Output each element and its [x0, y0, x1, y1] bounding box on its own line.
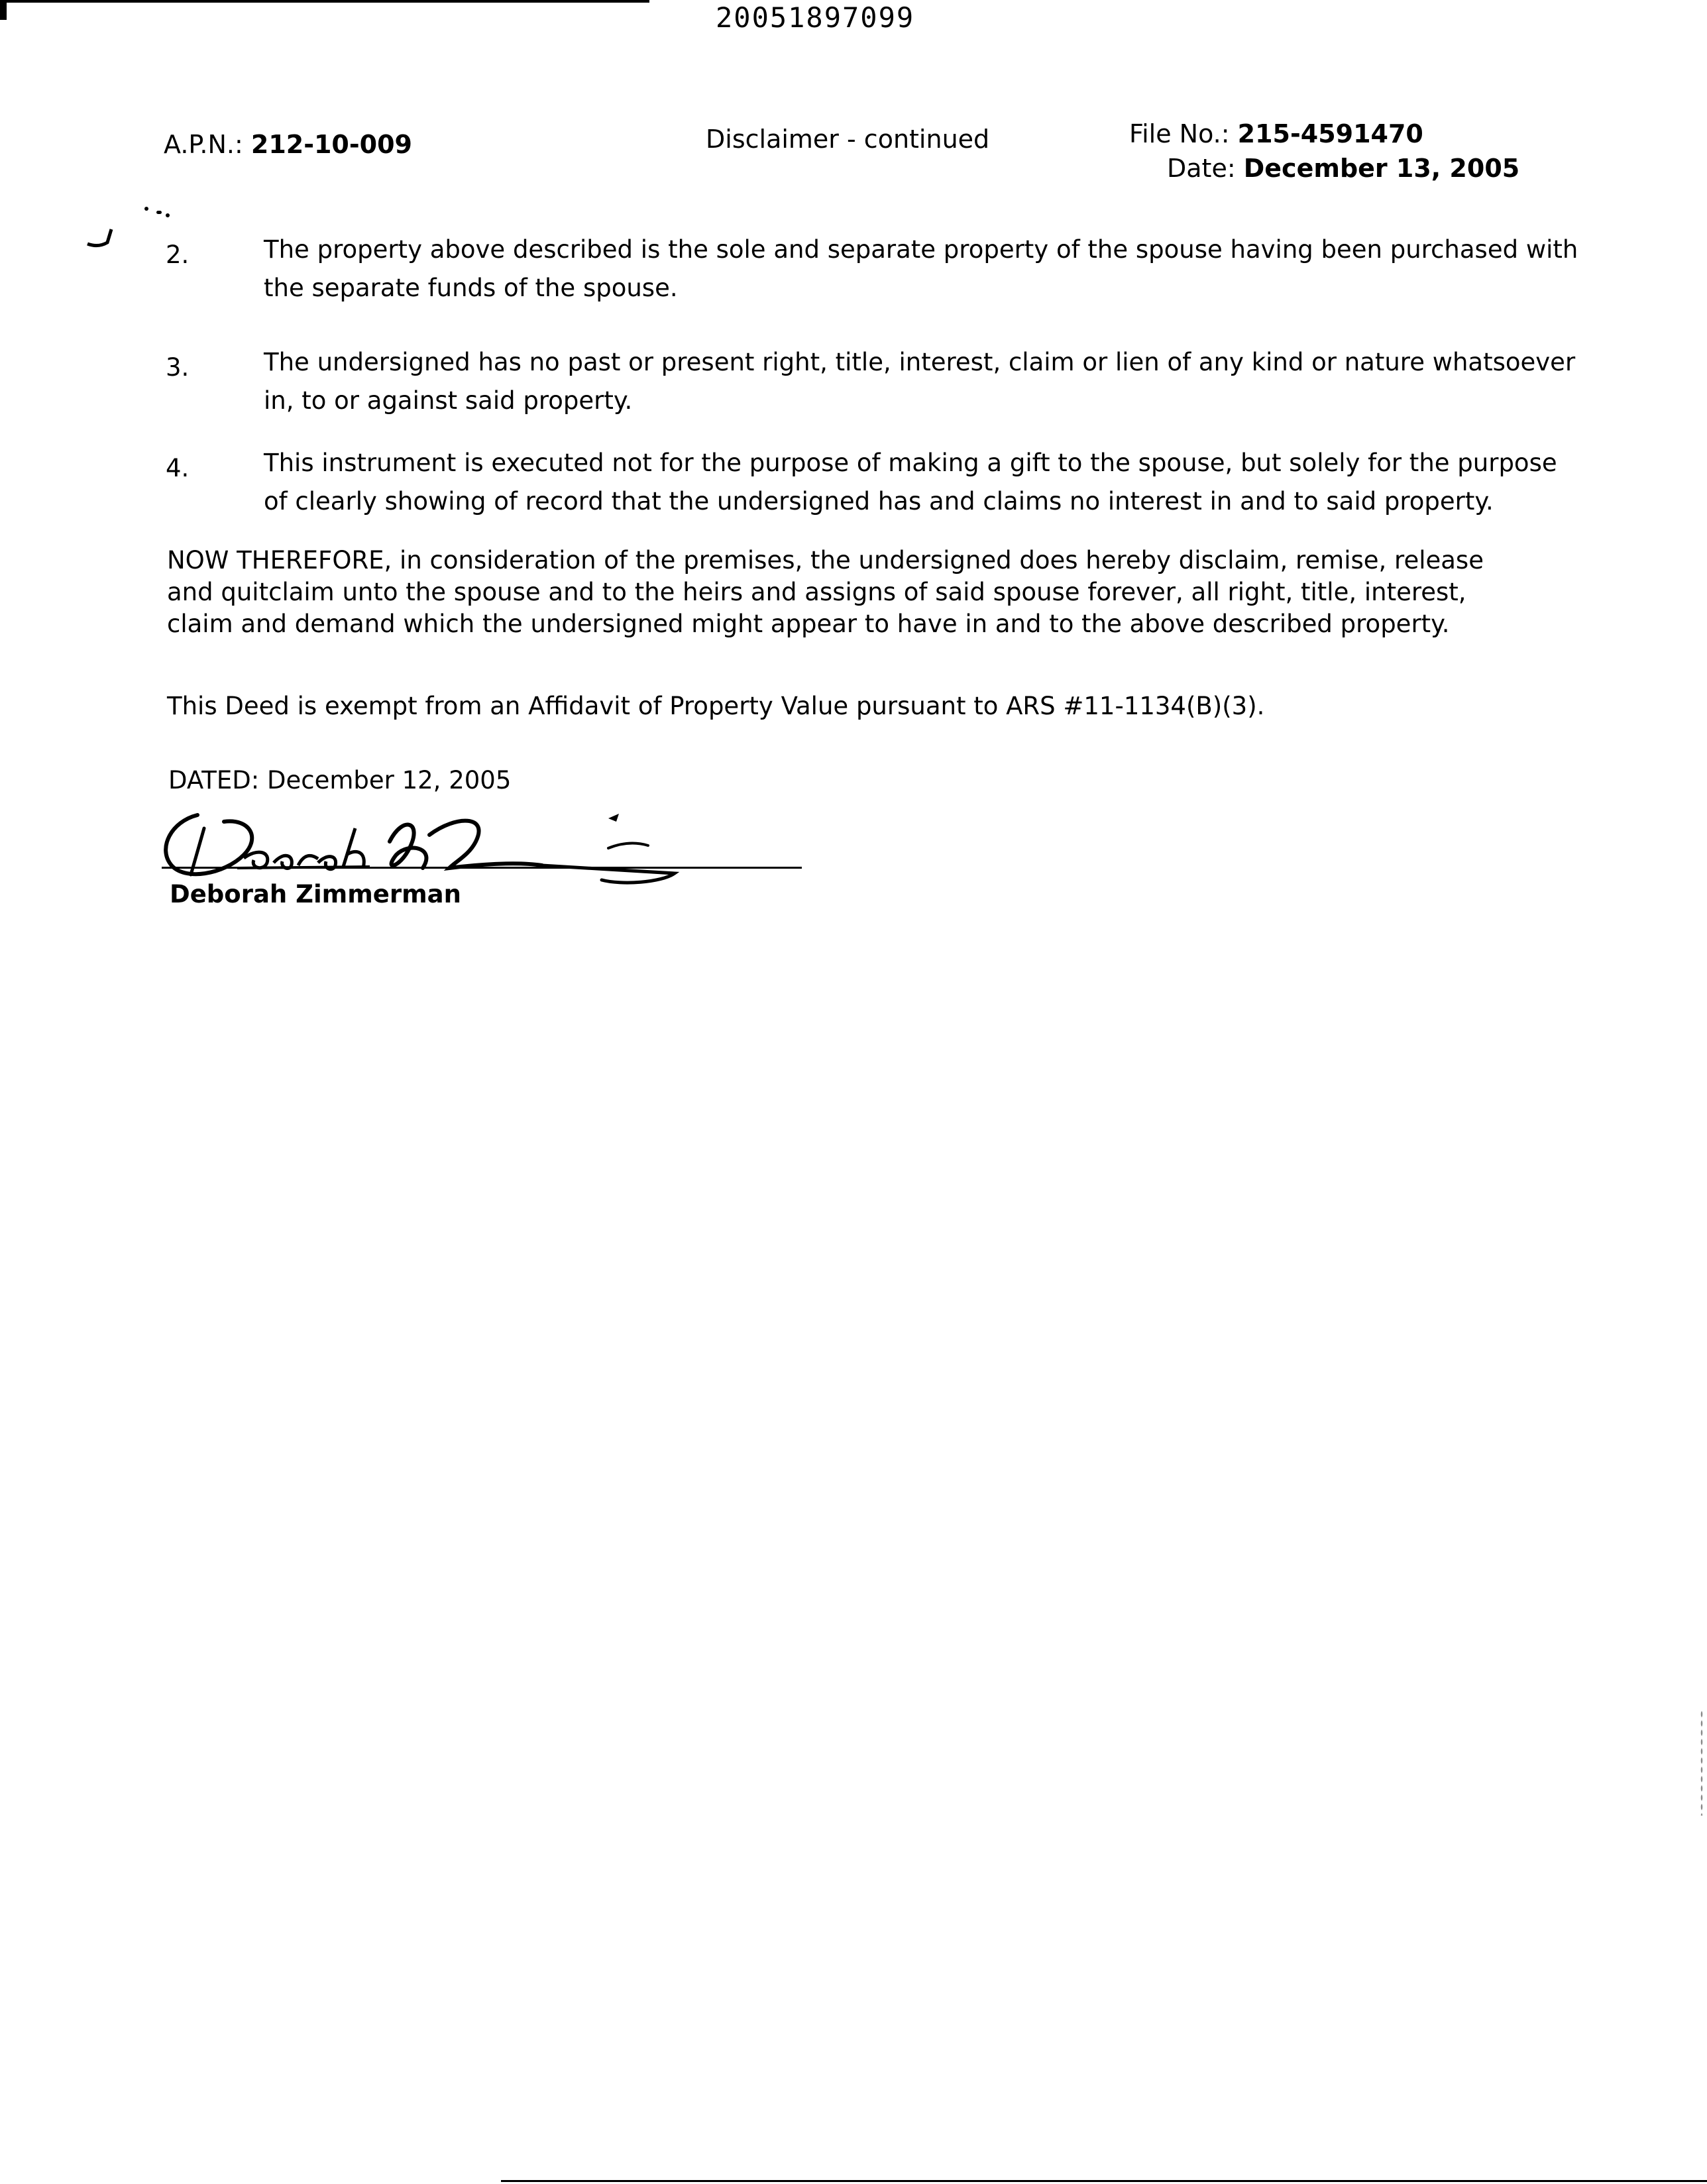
document-title: Disclaimer - continued [706, 125, 990, 154]
scan-speck [156, 211, 162, 214]
signer-name: Deborah Zimmerman [170, 880, 461, 908]
item-number: 2. [166, 241, 190, 269]
apn-value: 212-10-009 [250, 130, 412, 159]
item-text: The undersigned has no past or present right, title, interest, claim or lien of any kind or nature whatsoever in, to or against said property. [264, 348, 1576, 415]
item-number: 3. [166, 353, 190, 382]
top-border-rule [0, 0, 649, 3]
scan-mark [85, 224, 122, 250]
now-therefore-paragraph: NOW THEREFORE, in consideration of the premises, the undersigned does hereby disclaim, remise, release and quitclaim unto the spouse and to the heirs and assigns of said spouse forever, all right, title, interest, claim and demand which the undersigned might appear to have in and to the above described property. [167, 546, 1484, 638]
scan-corner-mark [0, 0, 7, 20]
file-number-field [1129, 119, 1423, 148]
exempt-statement: This Deed is exempt from an Affidavit of Property Value pursuant to ARS #11-1134(B)(3). [167, 692, 1265, 720]
date-label: Date: [1167, 154, 1236, 183]
item-text: This instrument is executed not for the purpose of making a gift to the spouse, but solely for the purpose of clearly showing of record that the undersigned has and claims no interest in and to said property. [264, 449, 1557, 516]
recording-number: 20051897099 [716, 1, 915, 34]
apn-label: A.P.N.: [164, 130, 243, 159]
dated-line: DATED: December 12, 2005 [168, 766, 512, 794]
item-number: 4. [166, 454, 190, 482]
scan-edge-dots [1700, 1710, 1703, 1816]
apn-field [164, 130, 412, 159]
date-field [1167, 154, 1519, 183]
file-number-value: 215-4591470 [1237, 119, 1423, 148]
bottom-border-rule [501, 2180, 1707, 2182]
file-number-label: File No.: [1129, 119, 1230, 148]
scan-speck [166, 213, 170, 217]
date-value: December 13, 2005 [1243, 154, 1520, 183]
scan-speck [144, 207, 148, 211]
signature-line [162, 867, 802, 869]
item-text: The property above described is the sole and separate property of the spouse having been purchased with the separate funds of the spouse. [264, 235, 1578, 302]
